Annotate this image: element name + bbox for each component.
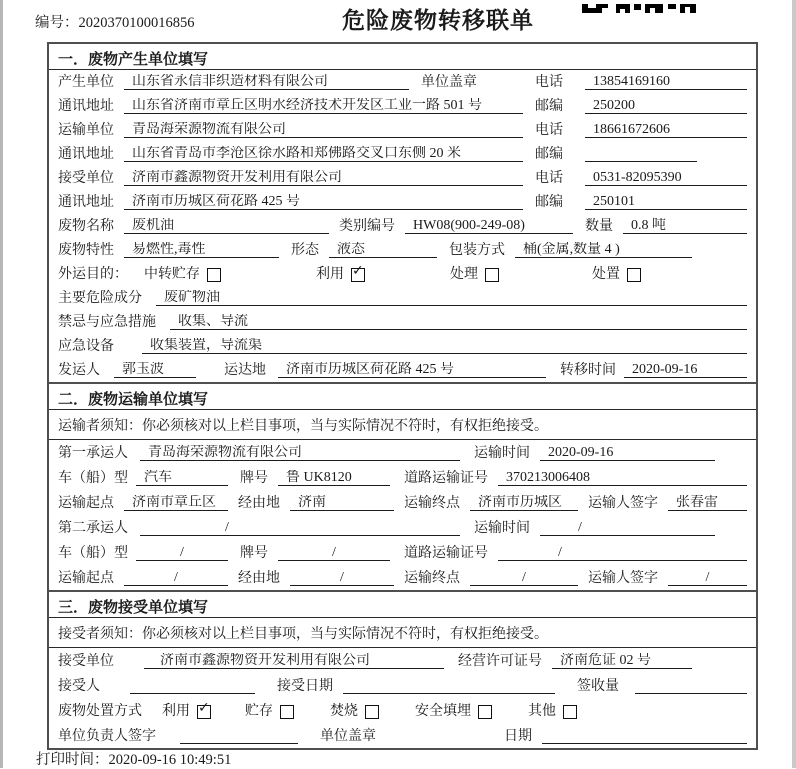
field-value: / xyxy=(668,570,747,586)
field-value: 郭玉波 xyxy=(114,362,196,378)
field-value: 青岛海荣源物流有限公司 xyxy=(140,445,460,461)
checkbox-transit-storage-icon xyxy=(207,268,221,282)
field-value xyxy=(343,679,555,694)
field-row-generator-address xyxy=(49,94,756,118)
checkbox-label: 安全填埋 xyxy=(415,704,471,719)
checkbox-group-disposal xyxy=(592,267,641,282)
field-label: 运输终点 xyxy=(404,571,460,586)
field-label: 运输单位 xyxy=(58,123,114,138)
field-row-route-1 xyxy=(49,490,756,515)
field-label: 日期 xyxy=(504,729,532,744)
section-1-title: 一．废物产生单位填写 xyxy=(49,44,756,70)
checkbox-reuse-icon xyxy=(197,699,211,719)
field-value: 250101 xyxy=(585,194,747,210)
unit-seal-label: 单位盖章 xyxy=(320,729,376,744)
field-row-waste-characteristics xyxy=(49,238,756,262)
field-value: 13854169160 xyxy=(585,74,747,90)
field-value: 济南市鑫源物资开发利用有限公司 xyxy=(124,170,523,186)
section-generator-unit xyxy=(47,42,758,384)
field-row-receiver-unit xyxy=(49,166,756,190)
section-receiver-unit xyxy=(47,590,758,750)
field-label: 运输起点 xyxy=(58,571,114,586)
field-value: / xyxy=(470,570,578,586)
field-row-emergency-equipment xyxy=(49,334,756,358)
field-label: 经营许可证号 xyxy=(458,654,542,669)
field-value: 济南市历城区 xyxy=(470,495,578,511)
check-mark: ✓ xyxy=(198,699,210,716)
field-value: 易燃性,毒性 xyxy=(124,242,279,258)
field-label: 经由地 xyxy=(238,571,280,586)
field-label: 接受单位 xyxy=(58,171,114,186)
transporter-notice: 运输者须知：你必须核对以上栏目事项，当与实际情况不符时，有权拒绝接受。 xyxy=(49,410,756,440)
field-row-waste-name xyxy=(49,214,756,238)
phone-group xyxy=(535,74,747,90)
field-value: / xyxy=(290,570,394,586)
checkbox-group-treatment xyxy=(450,267,499,282)
field-label: 电话 xyxy=(535,75,563,90)
field-value: 废机油 xyxy=(124,218,329,234)
section-3-title: 三．废物接受单位填写 xyxy=(49,592,756,618)
field-value: 济南市历城区荷花路 425 号 xyxy=(124,194,523,210)
checkbox-group-reuse xyxy=(162,699,211,719)
print-timestamp-value: 2020-09-16 10:49:51 xyxy=(108,752,232,768)
field-value xyxy=(130,679,255,694)
field-row-route-2 xyxy=(49,565,756,590)
field-value: 桶(金属,数量 4 ) xyxy=(515,242,692,258)
field-value: 山东省济南市章丘区明水经济技术开发区工业一路 501 号 xyxy=(124,98,523,114)
field-value xyxy=(542,729,747,744)
field-label: 第二承运人 xyxy=(58,521,128,536)
field-row-receiver-person xyxy=(49,673,756,698)
field-value: 济南市章丘区 xyxy=(124,495,228,511)
field-label: 邮编 xyxy=(535,147,563,162)
field-row-consignor xyxy=(49,358,756,382)
field-row-vehicle-type-1 xyxy=(49,465,756,490)
field-label: 电话 xyxy=(535,171,563,186)
checkbox-secure-landfill-icon xyxy=(478,705,492,719)
checkbox-storage-icon xyxy=(280,705,294,719)
checkbox-label: 贮存 xyxy=(245,704,273,719)
field-label: 通讯地址 xyxy=(58,147,114,162)
checkbox-group-secure-landfill xyxy=(415,704,492,719)
field-label: 签收量 xyxy=(577,679,619,694)
field-value xyxy=(635,679,747,694)
field-label: 牌号 xyxy=(240,546,268,561)
field-label: 应急设备 xyxy=(58,339,114,354)
field-label: 禁忌与应急措施 xyxy=(58,315,156,330)
window-edge-right xyxy=(792,0,796,768)
field-label: 牌号 xyxy=(240,471,268,486)
field-label: 废物特性 xyxy=(58,243,114,258)
field-label: 接受单位 xyxy=(58,654,114,669)
postcode-group xyxy=(535,98,747,114)
field-row-disposal-method xyxy=(49,698,756,723)
field-label: 废物名称 xyxy=(58,219,114,234)
postcode-group xyxy=(535,147,747,162)
checkbox-label: 其他 xyxy=(528,704,556,719)
field-row-transporter-address xyxy=(49,142,756,166)
field-value: / xyxy=(136,545,228,561)
field-label: 车（船）型 xyxy=(58,471,128,486)
field-row-generator-unit xyxy=(49,70,756,94)
field-value: 收集装置，导流渠 xyxy=(142,338,747,354)
unit-seal-label: 单位盖章 xyxy=(421,75,477,90)
checkbox-incineration-icon xyxy=(365,705,379,719)
field-label: 接受日期 xyxy=(277,679,333,694)
checkbox-group-reuse xyxy=(316,262,365,282)
field-value xyxy=(180,729,298,744)
field-row-contraindications xyxy=(49,310,756,334)
checkbox-group-incineration xyxy=(330,704,379,719)
field-label: 运输人签字 xyxy=(588,571,658,586)
section-transporter-unit xyxy=(47,382,758,592)
page-title: 危险废物转移联单 xyxy=(342,7,534,33)
postcode-group xyxy=(535,194,747,210)
field-value: 250200 xyxy=(585,98,747,114)
field-row-second-carrier xyxy=(49,515,756,540)
document-number-label: 编号： xyxy=(35,15,79,31)
field-value: 0531-82095390 xyxy=(585,170,747,186)
checkbox-treatment-icon xyxy=(485,268,499,282)
field-label: 产生单位 xyxy=(58,75,114,90)
field-value: 2020-09-16 xyxy=(624,362,747,378)
field-row-vehicle-type-2 xyxy=(49,540,756,565)
field-label: 主要危险成分 xyxy=(58,291,142,306)
checkbox-group-other xyxy=(528,704,577,719)
field-label: 接受人 xyxy=(58,679,100,694)
field-label: 运输人签字 xyxy=(588,496,658,511)
print-timestamp-label: 打印时间： xyxy=(36,752,109,768)
phone-group xyxy=(535,170,747,186)
field-label: 外运目的： xyxy=(58,267,128,282)
window-edge-left xyxy=(0,0,3,768)
checkbox-reuse-icon xyxy=(351,262,365,282)
checkbox-label: 利用 xyxy=(162,704,190,719)
field-value: 济南市历城区荷花路 425 号 xyxy=(278,362,546,378)
field-row-first-carrier xyxy=(49,440,756,465)
field-label: 运达地 xyxy=(224,363,266,378)
field-value: 液态 xyxy=(329,242,437,258)
field-value: 济南市鑫源物资开发利用有限公司 xyxy=(144,653,444,669)
field-value: 收集、导流 xyxy=(170,314,747,330)
transfer-manifest-form xyxy=(47,42,758,750)
field-label: 单位负责人签字 xyxy=(58,729,156,744)
field-value: / xyxy=(124,570,228,586)
check-mark: ✓ xyxy=(352,262,364,279)
field-value: 鲁 UK8120 xyxy=(278,470,390,486)
field-label: 运输起点 xyxy=(58,496,114,511)
field-label: 发运人 xyxy=(58,363,100,378)
receiver-notice: 接受者须知：你必须核对以上栏目事项，当与实际情况不符时，有权拒绝接受。 xyxy=(49,618,756,648)
field-value: 汽车 xyxy=(136,470,228,486)
field-label: 邮编 xyxy=(535,99,563,114)
field-label: 经由地 xyxy=(238,496,280,511)
document-number xyxy=(35,11,195,32)
field-value: HW08(900-249-08) xyxy=(405,218,573,234)
field-label: 通讯地址 xyxy=(58,195,114,210)
field-value: 0.8 吨 xyxy=(623,218,747,234)
field-label: 运输时间 xyxy=(474,521,530,536)
checkbox-other-icon xyxy=(563,705,577,719)
checkbox-group-storage xyxy=(245,704,294,719)
print-timestamp xyxy=(36,748,231,769)
field-value: 山东省永信非织造材料有限公司 xyxy=(124,74,409,90)
field-label: 运输终点 xyxy=(404,496,460,511)
field-label: 道路运输证号 xyxy=(404,546,488,561)
field-label: 道路运输证号 xyxy=(404,471,488,486)
field-label: 废物处置方式 xyxy=(58,704,142,719)
field-label: 包装方式 xyxy=(449,243,505,258)
field-row-responsible-signature xyxy=(49,723,756,748)
checkbox-label: 中转贮存 xyxy=(144,267,200,282)
section-2-title: 二．废物运输单位填写 xyxy=(49,384,756,410)
field-value: 青岛海荣源物流有限公司 xyxy=(124,122,523,138)
field-label: 转移时间 xyxy=(560,363,616,378)
checkbox-label: 处理 xyxy=(450,267,478,282)
field-value: 济南危证 02 号 xyxy=(552,653,692,669)
checkbox-label: 焚烧 xyxy=(330,704,358,719)
field-row-transporter-unit xyxy=(49,118,756,142)
field-value: / xyxy=(278,545,390,561)
field-value: / xyxy=(498,545,747,561)
checkbox-label: 处置 xyxy=(592,267,620,282)
field-label: 车（船）型 xyxy=(58,546,128,561)
document-number-value: 2020370100016856 xyxy=(78,15,195,31)
field-label: 形态 xyxy=(291,243,319,258)
field-value: 济南 xyxy=(290,495,394,511)
field-label: 数量 xyxy=(585,219,613,234)
field-value: 2020-09-16 xyxy=(540,445,715,461)
field-value: 张春雷 xyxy=(668,495,747,511)
phone-group xyxy=(535,122,747,138)
field-label: 通讯地址 xyxy=(58,99,114,114)
field-value: 废矿物油 xyxy=(156,290,747,306)
field-value: 370213006408 xyxy=(498,470,747,486)
qr-code-fragment xyxy=(582,0,702,9)
field-value: / xyxy=(140,520,460,536)
field-label: 类别编号 xyxy=(339,219,395,234)
checkbox-disposal-icon xyxy=(627,268,641,282)
field-label: 电话 xyxy=(535,123,563,138)
field-value: / xyxy=(540,520,715,536)
field-row-receiver-address xyxy=(49,190,756,214)
field-row-transfer-purpose xyxy=(49,262,756,286)
field-value: 山东省青岛市李沧区徐水路和郑佛路交叉口东侧 20 米 xyxy=(124,146,523,162)
checkbox-group-transit-storage xyxy=(144,267,221,282)
checkbox-label: 利用 xyxy=(316,267,344,282)
field-value: 18661672606 xyxy=(585,122,747,138)
field-label: 邮编 xyxy=(535,195,563,210)
field-row-receiving-unit xyxy=(49,648,756,673)
qr-code-icon xyxy=(582,4,702,13)
field-row-hazard-components xyxy=(49,286,756,310)
field-label: 运输时间 xyxy=(474,446,530,461)
field-value xyxy=(585,147,697,162)
field-label: 第一承运人 xyxy=(58,446,128,461)
